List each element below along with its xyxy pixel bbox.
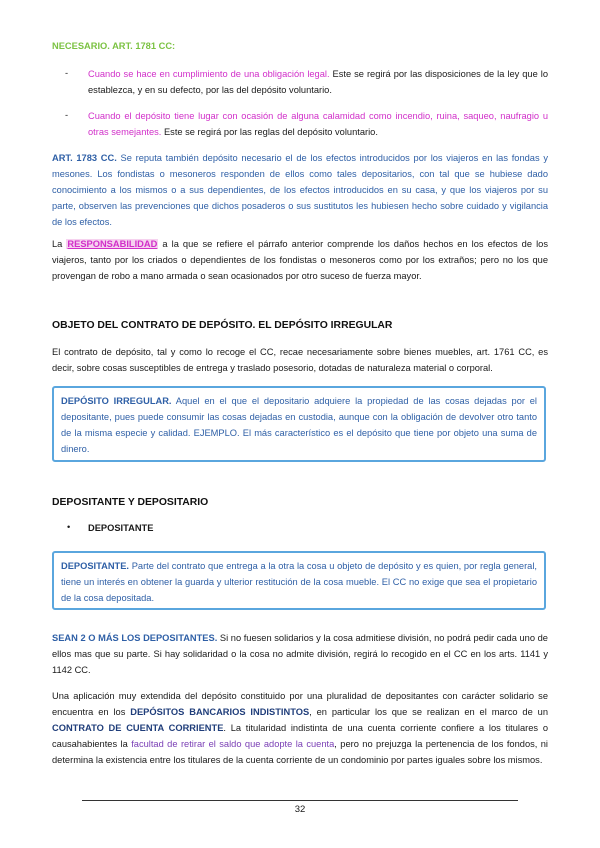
bullet-text: Este se regirá por las reglas del depósito voluntario.: [161, 127, 378, 137]
aplicacion-text-1: Una aplicación muy extendida del depósito constituido por una pluralidad de depositantes con carácter solidario se encuentra en los: [52, 691, 548, 717]
art1783-paragraph: [52, 150, 548, 230]
depositante-bullet-label: DEPOSITANTE: [88, 523, 154, 533]
bullet-dash: -: [65, 110, 69, 120]
bullet-highlight: Cuando se hace en cumplimiento de una obligación legal.: [88, 69, 330, 79]
resp-pre: La: [52, 239, 67, 249]
resp-post: a la que se refiere el párrafo anterior comprende los daños hechos en los efectos de los viajeros, tanto por los criados o dependientes de los fondistas o mesoneros como por los extraños; pero no los que provengan de robo a mano armada o sean ocasionados por otro suceso de fuerza mayor.: [52, 239, 548, 281]
footer-divider: [82, 800, 518, 801]
aplicacion-text-2: , en particular los que se realizan en el marco de un: [309, 707, 548, 717]
bullet-dot: •: [67, 522, 71, 532]
depositante-box: [52, 551, 546, 610]
cuenta-corriente-term: CONTRATO DE CUENTA CORRIENTE: [52, 723, 224, 733]
depositante-depositario-heading: DEPOSITANTE Y DEPOSITARIO: [52, 497, 209, 508]
deposito-irregular-box: [52, 386, 546, 462]
depositos-bancarios-term: DEPÓSITOS BANCARIOS INDISTINTOS: [130, 707, 310, 717]
bullet-text: Este se regirá por las disposiciones de la ley que lo establezca, y en su defecto, por las del depósito voluntario.: [88, 69, 548, 95]
sean-dos-paragraph: [52, 630, 548, 678]
aplicacion-text-3: . La titularidad indistinta de una cuenta corriente confiere a los titulares o causahabientes la: [52, 723, 548, 749]
responsabilidad-paragraph: [52, 236, 548, 284]
responsabilidad-term: RESPONSABILIDAD: [67, 239, 158, 249]
art1783-label: ART. 1783 CC.: [52, 153, 117, 163]
facultad-term: facultad de retirar el saldo que adopte la cuenta: [131, 739, 335, 749]
depositante-text: Parte del contrato que entrega a la otra la cosa u objeto de depósito y es quien, por regla general, tiene un interés en obtener la guarda y ulterior restitución de la cosa mueble. El CC no exige que sea el propietario de la cosa depositada.: [61, 561, 537, 603]
necesario-heading: NECESARIO. ART. 1781 CC:: [52, 41, 176, 51]
aplicacion-paragraph: [52, 688, 548, 768]
depositante-label: DEPOSITANTE.: [61, 561, 130, 571]
objeto-heading: OBJETO DEL CONTRATO DE DEPÓSITO. EL DEPÓSITO IRREGULAR: [52, 320, 393, 331]
objeto-paragraph: El contrato de depósito, tal y como lo recoge el CC, recae necesariamente sobre bienes muebles, art. 1761 CC, es decir, sobre cosas susceptibles de entrega y traslado posesorio, dotadas de naturaleza material o corporal.: [52, 347, 548, 373]
irregular-label: DEPÓSITO IRREGULAR.: [61, 396, 172, 406]
bullet-dash: -: [65, 68, 69, 78]
bullet-calamidad: [88, 108, 548, 140]
bullet-obligacion-legal: [88, 66, 548, 98]
irregular-text: Aquel en el que el depositario adquiere la propiedad de las cosas dejadas por el depositante, pues puede consumir las cosas dejadas en custodia, aunque con la obligación de devolver otro tanto de la misma especie y calidad. EJEMPLO. El más característico es el depósito que tiene por objeto una suma de dinero.: [61, 396, 537, 454]
art1783-text: Se reputa también depósito necesario el de los efectos introducidos por los viajeros en las fondas y mesones. Los fondistas o mesoneros responden de ellos como tales depositarios, con tal que se hubiese dado conocimiento a los mismos o a sus dependientes, de los efectos introducidos en su casa, y que los viajeros por su parte, observen las prevenciones que dichos posaderos o sus sustitutos les hubiesen hecho sobre cuidado y vigilancia de los efectos.: [52, 153, 548, 227]
aplicacion-text-4: , pero no prejuzga la pertenencia de los fondos, ni determina la existencia entre los titulares de la cuenta corriente de un condominio por partes iguales sobre los mismos.: [52, 739, 548, 765]
page-number: 32: [294, 804, 306, 815]
sean-dos-label: SEAN 2 O MÁS LOS DEPOSITANTES.: [52, 633, 218, 643]
sean-dos-text: Si no fuesen solidarios y la cosa admitiese división, no podrá pedir cada uno de ellos mas que su parte. Si hay solidaridad o la cosa no admite división, regirá lo recogido en el CC en los arts. 1141 y 1142 CC.: [52, 633, 548, 675]
bullet-highlight: Cuando el depósito tiene lugar con ocasión de alguna calamidad como incendio, ruina, saqueo, naufragio u otras semejantes.: [88, 111, 548, 137]
